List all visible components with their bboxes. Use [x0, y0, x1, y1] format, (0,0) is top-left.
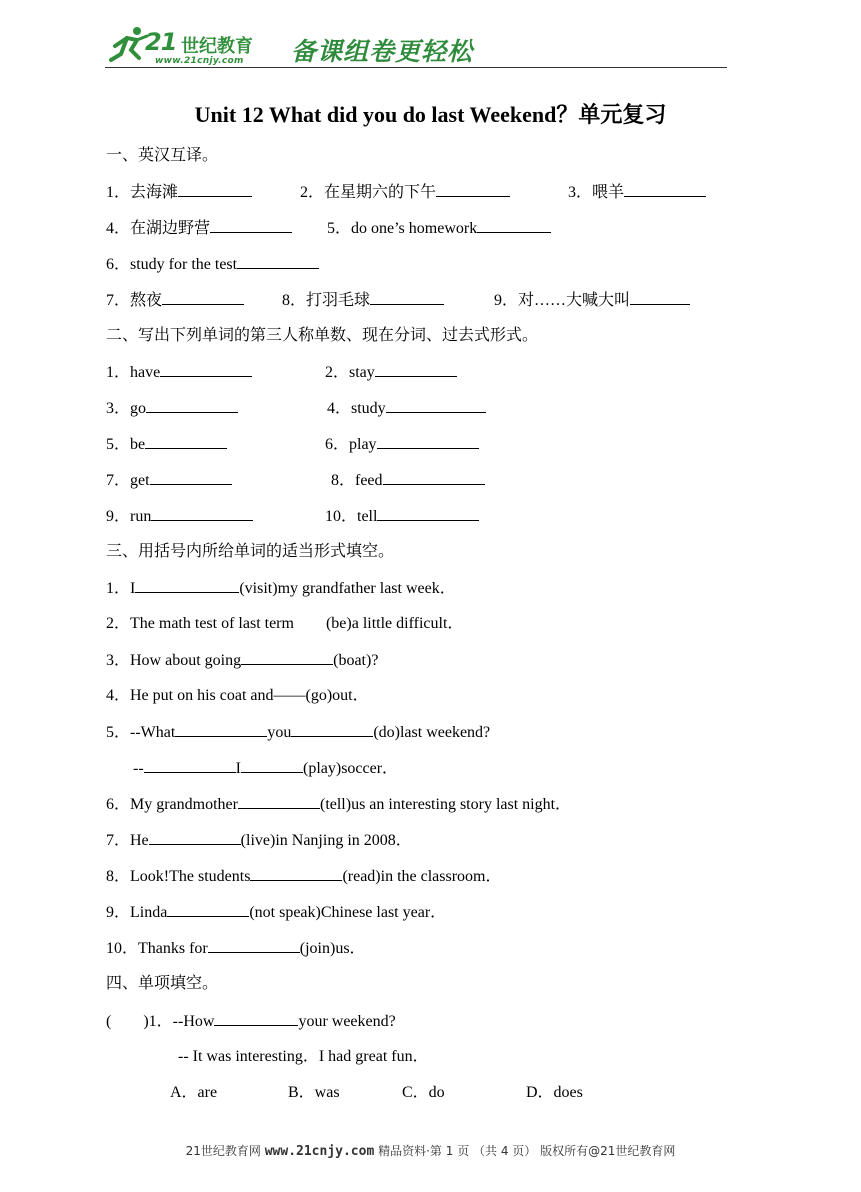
s3-question-8: 8．Look!The students (read)in the classroom． [106, 868, 502, 885]
option-b[interactable]: B．was [288, 1084, 340, 1101]
s2-item-9: 9．run [106, 506, 253, 527]
s2-item-8: 8．feed [331, 470, 485, 491]
s1-item-9: 9．对……大喊大叫 [494, 290, 690, 311]
s1-item-2: 2．在星期六的下午 [300, 182, 510, 203]
answer-blank[interactable] [160, 362, 252, 377]
answer-blank[interactable] [370, 290, 444, 305]
option-d[interactable]: D．does [526, 1084, 583, 1101]
answer-blank[interactable] [377, 506, 479, 521]
answer-blank[interactable] [241, 650, 333, 665]
s1-item-7: 7．熬夜 [106, 290, 244, 311]
s3-question-1: 1．I (visit)my grandfather last week． [106, 580, 456, 597]
answer-blank[interactable] [291, 722, 373, 737]
answer-blank[interactable] [149, 830, 241, 845]
s3-question-9: 9．Linda (not speak)Chinese last year． [106, 904, 447, 921]
answer-blank[interactable] [151, 506, 253, 521]
answer-blank[interactable] [624, 182, 706, 197]
s4-question-1-reply: -- It was interesting．I had great fun． [178, 1048, 429, 1065]
section-2-heading: 二、写出下列单词的第三人称单数、现在分词、过去式形式。 [106, 327, 539, 344]
s1-item-8: 8．打羽毛球 [282, 290, 444, 311]
s2-item-10: 10．tell [325, 506, 479, 527]
s2-item-4: 4．study [327, 398, 486, 419]
answer-blank[interactable] [146, 398, 238, 413]
s1-item-1: 1．去海滩 [106, 182, 252, 203]
s3-question-4: 4．He put on his coat and——(go)out． [106, 687, 369, 704]
s2-item-1: 1．have [106, 362, 252, 383]
answer-blank[interactable] [250, 866, 342, 881]
s1-item-3: 3．喂羊 [568, 182, 706, 203]
s2-item-5: 5．be [106, 434, 227, 455]
footer-url[interactable]: www.21cnjy.com [264, 1144, 375, 1159]
answer-blank[interactable] [237, 254, 319, 269]
answer-blank[interactable] [436, 182, 510, 197]
answer-blank[interactable] [241, 758, 303, 773]
answer-blank[interactable] [208, 938, 300, 953]
answer-blank[interactable] [375, 362, 457, 377]
page-title: Unit 12 What did you do last Weekend？单元复习 [194, 102, 667, 127]
s2-item-6: 6．play [325, 434, 479, 455]
option-a[interactable]: A．are [170, 1084, 218, 1101]
s1-item-5: 5．do one’s homework [327, 218, 551, 239]
s3-question-5-reply: -- I (play)soccer． [133, 760, 399, 777]
s1-item-4: 4．在湖边野营 [106, 218, 292, 239]
s2-item-7: 7．get [106, 470, 232, 491]
answer-blank[interactable] [214, 1011, 298, 1026]
header-divider [105, 67, 727, 68]
footer-site-name: 21世纪教育网 [185, 1144, 265, 1158]
answer-blank[interactable] [377, 434, 479, 449]
answer-blank[interactable] [145, 434, 227, 449]
option-c[interactable]: C．do [402, 1084, 445, 1101]
logo-text: 世纪教育 [181, 36, 253, 57]
answer-blank[interactable] [162, 290, 244, 305]
page-footer [0, 1142, 861, 1159]
answer-blank[interactable] [386, 398, 486, 413]
logo-number: 21 [145, 28, 177, 56]
s2-item-2: 2．stay [325, 362, 457, 383]
s3-question-2: 2．The math test of last term (be)a little difficult． [106, 615, 464, 632]
section-1-heading: 一、英汉互译。 [106, 147, 219, 164]
answer-blank[interactable] [210, 218, 292, 233]
answer-blank[interactable] [144, 758, 236, 773]
header-slogan: 备课组卷更轻松 [291, 37, 474, 66]
page-header [105, 22, 727, 72]
answer-blank[interactable] [135, 578, 239, 593]
footer-page-info: 精品资料·第 1 页 （共 4 页） 版权所有@21世纪教育网 [374, 1144, 676, 1158]
s3-question-7: 7．He (live)in Nanjing in 2008． [106, 832, 412, 849]
s1-item-6: 6．study for the test [106, 254, 319, 275]
s3-question-10: 10．Thanks for (join)us． [106, 940, 366, 957]
section-4-heading: 四、单项填空。 [106, 975, 219, 992]
logo-url[interactable]: www.21cnjy.com [155, 56, 244, 66]
answer-blank[interactable] [150, 470, 232, 485]
answer-blank[interactable] [175, 722, 267, 737]
answer-blank[interactable] [238, 794, 320, 809]
answer-blank[interactable] [630, 290, 690, 305]
answer-blank[interactable] [167, 902, 249, 917]
answer-blank[interactable] [477, 218, 551, 233]
s3-question-6: 6．My grandmother (tell)us an interesting story last night． [106, 796, 572, 813]
answer-blank[interactable] [383, 470, 485, 485]
section-3-heading: 三、用括号内所给单词的适当形式填空。 [106, 543, 395, 560]
s3-question-3: 3．How about going (boat)? [106, 652, 379, 669]
s3-question-5: 5．--What you (do)last weekend? [106, 724, 491, 741]
s4-question-1: ( )1．--How your weekend? [106, 1013, 396, 1030]
answer-blank[interactable] [178, 182, 252, 197]
s2-item-3: 3．go [106, 398, 238, 419]
